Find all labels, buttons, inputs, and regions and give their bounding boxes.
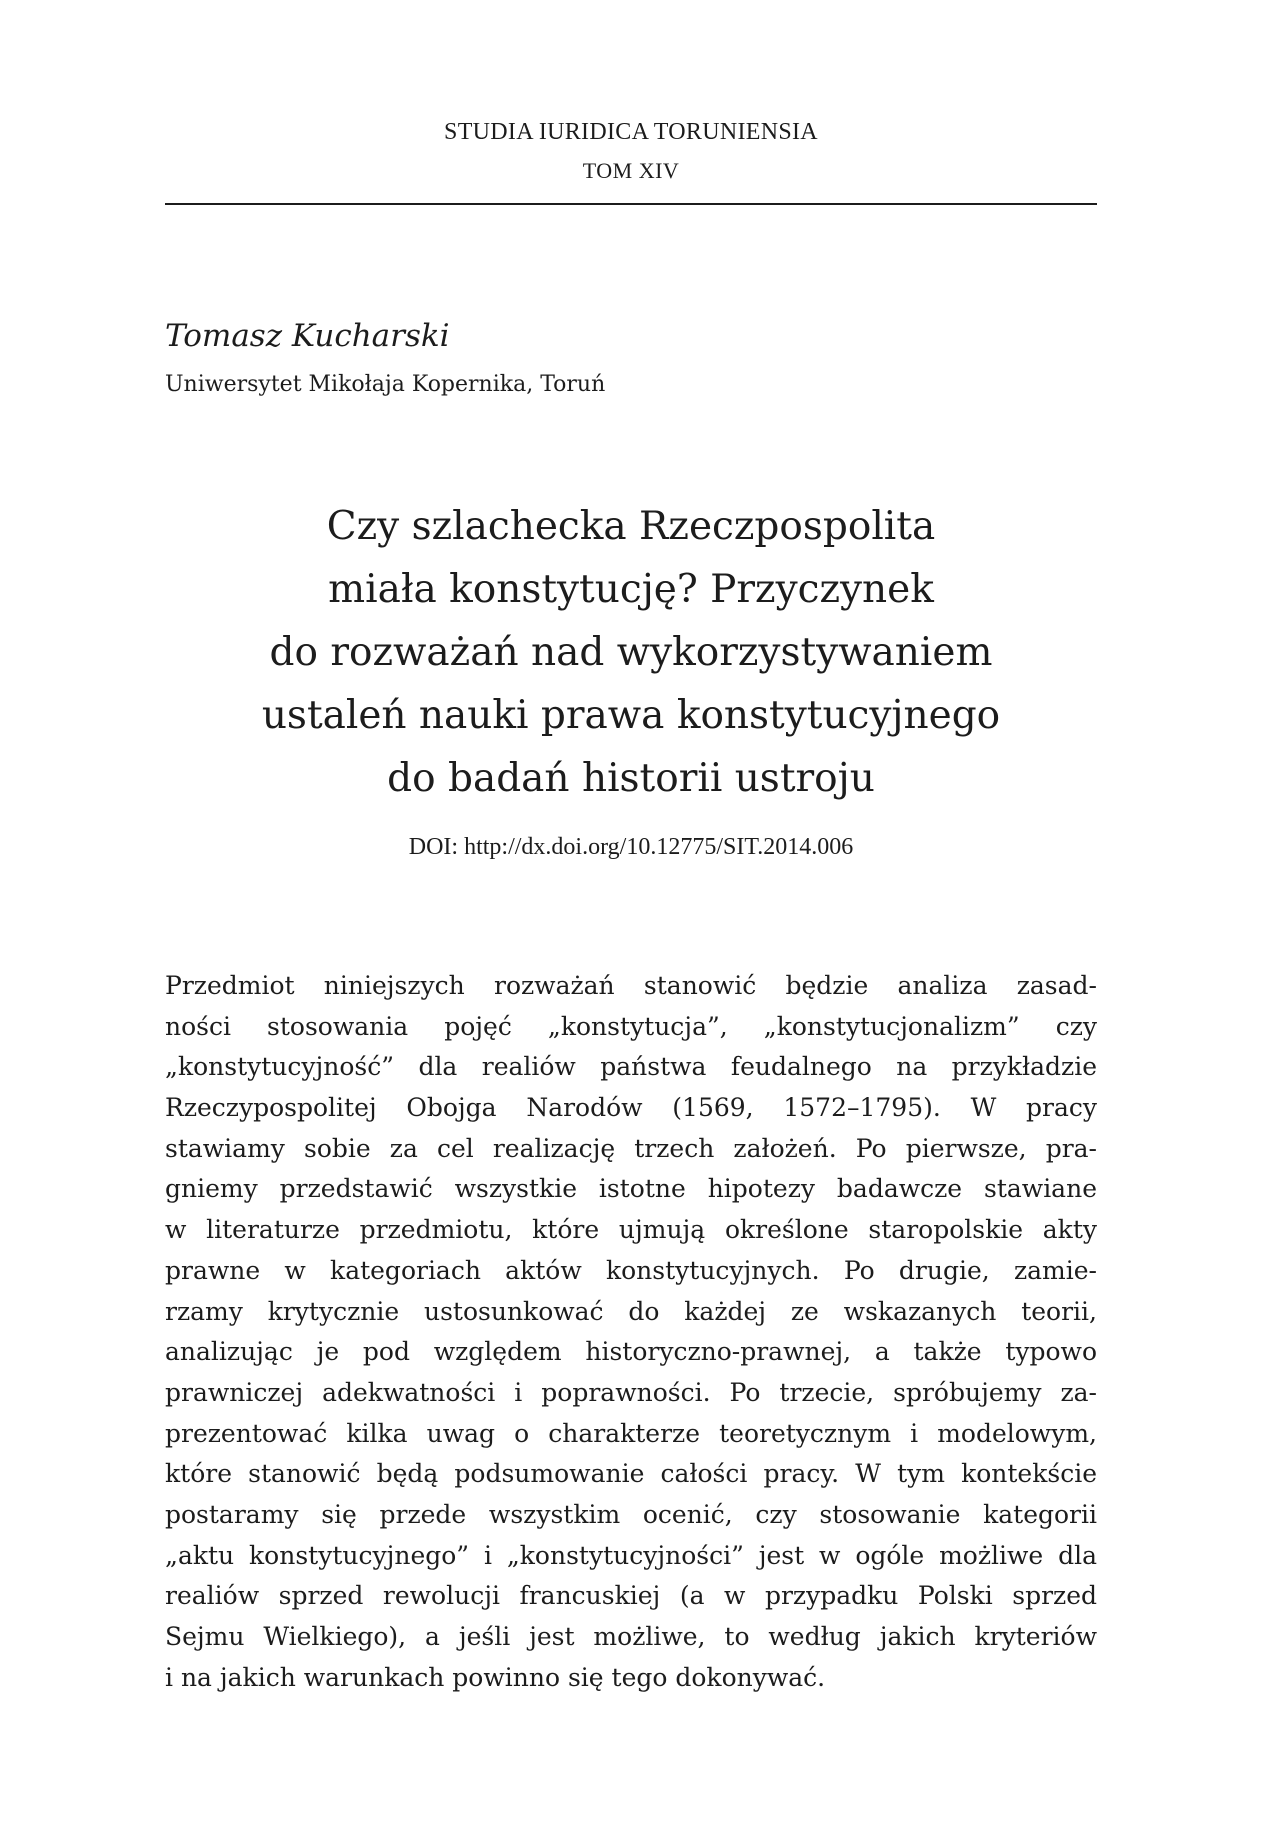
abstract-line: „aktu konstytucyjnego” i „konstytucyjności” jest w ogóle możliwe dla: [165, 1540, 1097, 1570]
abstract-line: realiów sprzed rewolucji francuskiej (a w przypadku Polski sprzed: [165, 1581, 1097, 1611]
doi-link[interactable]: DOI: http://dx.doi.org/10.12775/SIT.2014.006: [408, 834, 854, 860]
abstract-line: postaramy się przede wszystkim ocenić, czy stosowanie kategorii: [165, 1499, 1097, 1529]
abstract-line: ności stosowania pojęć „konstytucja”, „konstytucjonalizm” czy: [165, 1011, 1097, 1041]
abstract-line: które stanowić będą podsumowanie całości pracy. W tym kontekście: [165, 1459, 1097, 1489]
abstract-line: prawniczej adekwatności i poprawności. Po trzecie, spróbujemy za-: [165, 1377, 1097, 1407]
article-title: [165, 495, 1097, 810]
author-name: Tomasz Kucharski: [165, 318, 450, 354]
title-line: ustaleń nauki prawa konstytucyjnego: [261, 693, 1001, 738]
title-line: do rozważań nad wykorzystywaniem: [269, 630, 993, 675]
abstract-line: rzamy krytycznie ustosunkować do każdej ze wskazanych teorii,: [165, 1296, 1097, 1326]
volume-number: TOM XIV: [582, 158, 680, 183]
abstract-line: Przedmiot niniejszych rozważań stanowić będzie analiza zasad-: [165, 971, 1097, 1000]
abstract-line: w literaturze przedmiotu, które ujmują określone staropolskie akty: [165, 1215, 1097, 1245]
abstract-line: analizując je pod względem historyczno-prawnej, a także typowo: [165, 1337, 1097, 1367]
abstract-line: prawne w kategoriach aktów konstytucyjnych. Po drugie, zamie-: [165, 1255, 1097, 1285]
abstract-line: i na jakich warunkach powinno się tego dokonywać.: [165, 1662, 826, 1692]
journal-title: STUDIA IURIDICA TORUNIENSIA: [444, 119, 818, 145]
abstract-line: Sejmu Wielkiego), a jeśli jest możliwe, to według jakich kryteriów: [165, 1622, 1097, 1651]
title-line: miała konstytucję? Przyczynek: [328, 567, 934, 612]
title-line: Czy szlachecka Rzeczpospolita: [326, 504, 936, 549]
abstract-line: stawiamy sobie za cel realizację trzech założeń. Po pierwsze, pra-: [165, 1133, 1097, 1163]
abstract-line: prezentować kilka uwag o charakterze teoretycznym i modelowym,: [165, 1418, 1097, 1448]
title-line: do badań historii ustroju: [387, 756, 875, 801]
abstract-paragraph: [165, 966, 1097, 1698]
author-affiliation: Uniwersytet Mikołaja Kopernika, Toruń: [165, 372, 606, 397]
abstract-line: Rzeczypospolitej Obojga Narodów (1569, 1572–1795). W pracy: [165, 1093, 1097, 1123]
abstract-line: gniemy przedstawić wszystkie istotne hipotezy badawcze stawiane: [165, 1174, 1097, 1204]
header-divider: [165, 203, 1097, 205]
abstract-line: „konstytucyjność” dla realiów państwa feudalnego na przykładzie: [165, 1052, 1097, 1082]
